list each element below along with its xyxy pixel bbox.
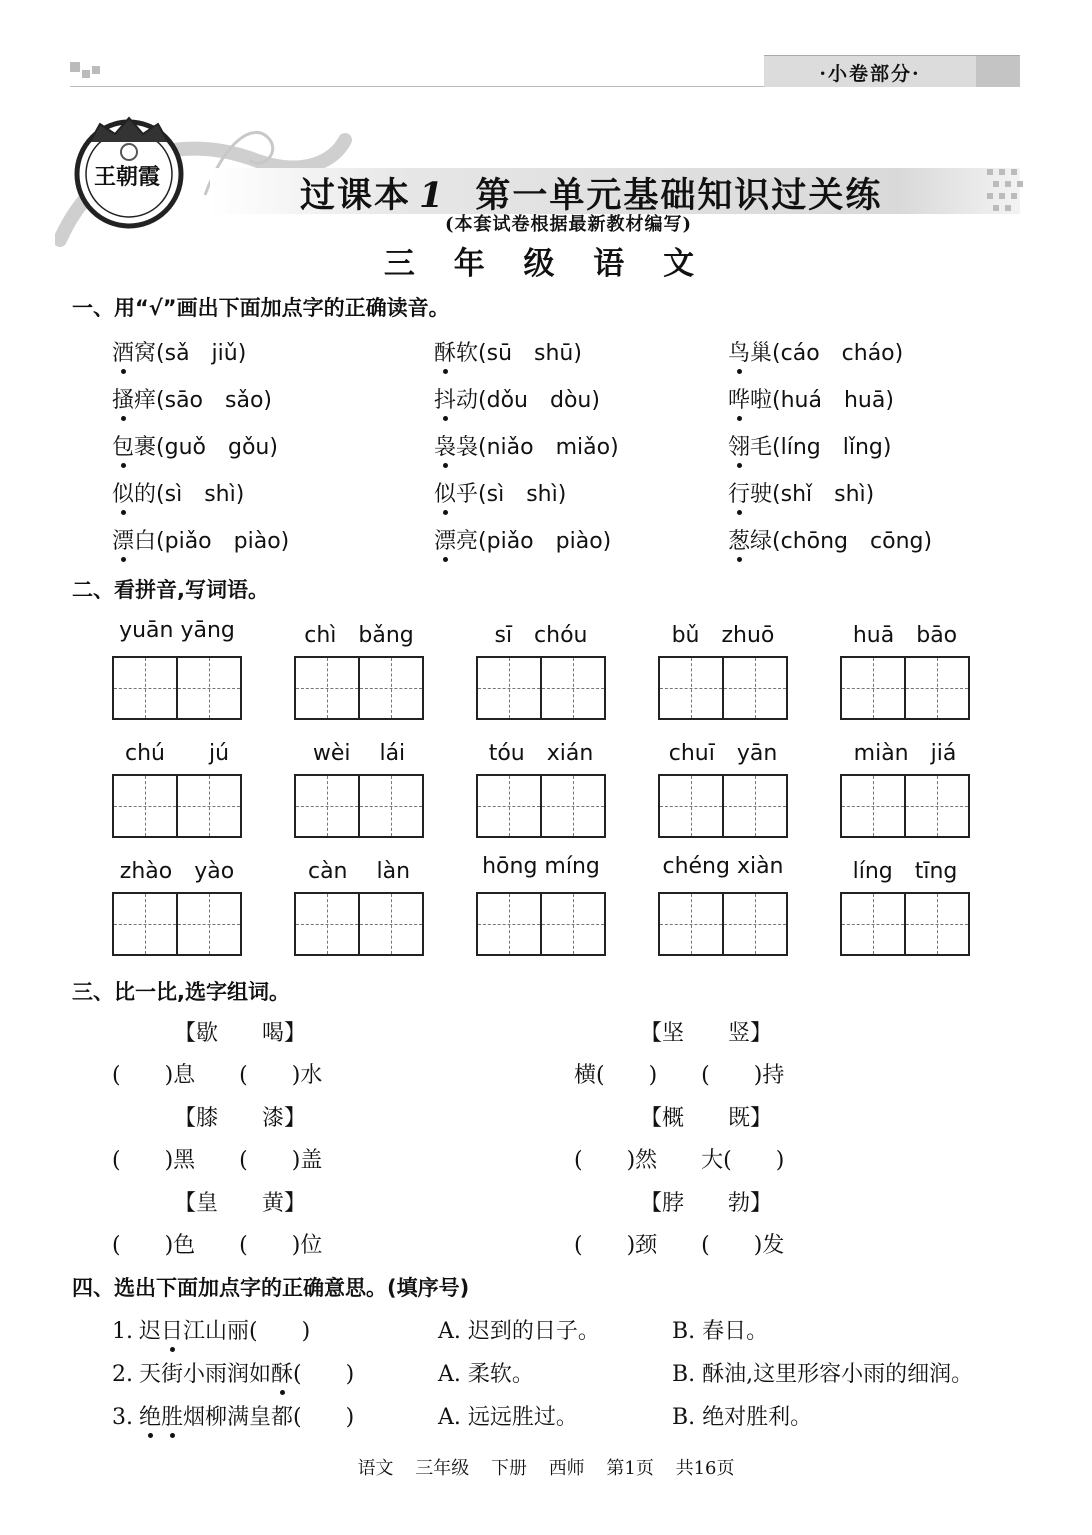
writing-grid[interactable] <box>476 774 606 838</box>
writing-grid[interactable] <box>840 892 970 956</box>
writing-cell[interactable] <box>478 658 540 718</box>
writing-grid[interactable] <box>294 656 424 720</box>
writing-cell[interactable] <box>114 776 176 836</box>
footer-grade: 三年级 <box>415 1458 470 1479</box>
writing-cell[interactable] <box>904 894 968 954</box>
q4-question[interactable] <box>112 1400 354 1431</box>
q1-word: 漂 <box>112 524 134 555</box>
writing-grid[interactable] <box>840 656 970 720</box>
q1-word: 似 <box>434 477 456 508</box>
q4-number: 2. <box>112 1362 133 1387</box>
grade-subject: 三 年 级 语 文 <box>383 246 709 282</box>
q1-item <box>434 524 611 555</box>
q1-word-rest: 亮 <box>456 529 479 554</box>
q1-word: 袅 <box>434 430 456 461</box>
pinyin-label: chuī yān <box>668 741 778 766</box>
q1-word-rest: 软 <box>456 341 479 366</box>
pinyin-label: wèi lái <box>312 741 406 766</box>
writing-cell[interactable] <box>296 776 358 836</box>
q1-options[interactable]: (sāo sǎo) <box>156 388 273 413</box>
fill-blank-line[interactable]: ( )黑 ( )盖 <box>112 1148 323 1173</box>
q1-word-rest: 袅 <box>456 435 479 460</box>
q1-item <box>112 336 246 367</box>
pinyin-label: tóu xián <box>488 741 594 766</box>
q1-word: 漂 <box>434 524 456 555</box>
writing-cell[interactable] <box>176 894 240 954</box>
writing-cell[interactable] <box>722 658 786 718</box>
writing-cell[interactable] <box>660 658 722 718</box>
char-pair: 【皇 黄】 <box>174 1191 307 1216</box>
writing-cell[interactable] <box>114 658 176 718</box>
q1-options[interactable]: (piǎo piào) <box>478 529 612 554</box>
writing-cell[interactable] <box>478 776 540 836</box>
pinyin-label: yuān yāng <box>119 618 235 643</box>
q2-heading: 二、看拼音,写词语。 <box>72 578 269 602</box>
q1-word: 翎 <box>728 430 750 461</box>
dotted-char: 绝 <box>139 1400 161 1431</box>
writing-grid[interactable] <box>658 892 788 956</box>
q1-word-rest: 啦 <box>750 388 773 413</box>
q1-word: 行 <box>728 477 750 508</box>
writing-grid[interactable] <box>840 774 970 838</box>
writing-cell[interactable] <box>842 658 904 718</box>
pinyin-label: sī chóu <box>494 623 588 648</box>
q1-word: 抖 <box>434 383 456 414</box>
writing-cell[interactable] <box>540 776 604 836</box>
fill-blank-line[interactable]: ( )色 ( )位 <box>112 1233 323 1258</box>
pinyin-label: líng tīng <box>852 859 958 884</box>
q1-item <box>434 383 600 414</box>
writing-grid[interactable] <box>112 656 242 720</box>
fill-blank-line[interactable]: ( )颈 ( )发 <box>574 1233 785 1258</box>
q1-word-rest: 驶 <box>750 482 773 507</box>
pinyin-label: chú jú <box>124 741 230 766</box>
writing-grid[interactable] <box>658 656 788 720</box>
q4-question[interactable] <box>112 1357 354 1388</box>
writing-cell[interactable] <box>904 776 968 836</box>
writing-cell[interactable] <box>358 894 422 954</box>
q1-word: 酥 <box>434 336 456 367</box>
brand-logo-text: 王朝霞 <box>94 164 161 190</box>
decor-square <box>70 62 80 72</box>
q1-options[interactable]: (chōng cōng) <box>772 529 933 554</box>
q4-text-post: 江山丽( ) <box>183 1319 311 1344</box>
section-tag-end <box>976 56 1020 87</box>
q1-word: 酒 <box>112 336 134 367</box>
q4-dotted-text <box>139 1405 183 1430</box>
writing-cell[interactable] <box>540 894 604 954</box>
q4-option-b[interactable]: B. 酥油,这里形容小雨的细润。 <box>672 1362 974 1387</box>
q4-heading: 四、选出下面加点字的正确意思。(填序号) <box>72 1276 470 1300</box>
title-main: 过课本 <box>300 175 412 216</box>
q1-item <box>112 383 272 414</box>
char-pair: 【概 既】 <box>640 1106 773 1131</box>
fill-blank-line[interactable]: ( )然 大( ) <box>574 1148 785 1173</box>
q4-option-a[interactable]: A. 柔软。 <box>438 1362 534 1387</box>
q1-word-rest: 裹 <box>134 435 157 460</box>
q4-text-pre: 迟 <box>139 1319 162 1344</box>
writing-cell[interactable] <box>358 776 422 836</box>
q4-text-post: ( ) <box>293 1362 355 1387</box>
brand-logo <box>70 112 188 230</box>
fill-blank-line[interactable]: 横( ) ( )持 <box>574 1063 785 1088</box>
char-pair: 【坚 竖】 <box>640 1021 773 1046</box>
q1-heading: 一、用“√”画出下面加点字的正确读音。 <box>72 296 450 320</box>
writing-grid[interactable] <box>658 774 788 838</box>
q1-options[interactable]: (sì shì) <box>478 482 567 507</box>
q1-item <box>728 477 874 508</box>
q1-word: 葱 <box>728 524 750 555</box>
q1-word-rest: 绿 <box>750 529 773 554</box>
q1-word: 似 <box>112 477 134 508</box>
q1-item <box>728 383 894 414</box>
writing-cell[interactable] <box>176 658 240 718</box>
dotted-char: 酥 <box>271 1357 293 1388</box>
q4-question[interactable] <box>112 1314 310 1345</box>
footer-edition: 西师 <box>548 1458 585 1479</box>
pinyin-label: chéng xiàn <box>662 854 784 879</box>
q1-word-rest: 痒 <box>134 388 157 413</box>
page-footer <box>0 1454 1092 1480</box>
writing-cell[interactable] <box>114 894 176 954</box>
writing-grid[interactable] <box>112 774 242 838</box>
footer-total: 共16页 <box>675 1458 735 1479</box>
writing-grid[interactable] <box>476 656 606 720</box>
q1-item <box>434 430 619 461</box>
q1-options[interactable]: (piǎo piào) <box>156 529 290 554</box>
section-tag <box>764 55 1020 87</box>
q1-options[interactable]: (líng lǐng) <box>772 435 892 460</box>
writing-cell[interactable] <box>722 894 786 954</box>
pinyin-label: huā bāo <box>852 623 958 648</box>
section-tag-label: ·小卷部分· <box>819 63 921 85</box>
pinyin-label: hōng míng <box>482 854 600 879</box>
writing-cell[interactable] <box>722 776 786 836</box>
q1-item <box>728 336 903 367</box>
decor-square <box>92 66 100 74</box>
writing-cell[interactable] <box>660 776 722 836</box>
pinyin-label: bǔ zhuō <box>671 623 775 648</box>
dotted-char: 日 <box>161 1314 183 1345</box>
footer-page: 第1页 <box>606 1458 654 1479</box>
writing-cell[interactable] <box>904 658 968 718</box>
q4-text-post: 烟柳满皇都( ) <box>183 1405 355 1430</box>
q1-options[interactable]: (huá huā) <box>772 388 894 413</box>
char-pair: 【膝 漆】 <box>174 1106 307 1131</box>
title-rest: 第一单元基础知识过关练 <box>475 175 883 216</box>
writing-cell[interactable] <box>842 894 904 954</box>
writing-grid[interactable] <box>294 774 424 838</box>
writing-cell[interactable] <box>660 894 722 954</box>
q1-word: 鸟 <box>728 336 750 367</box>
pinyin-label: zhào yào <box>119 859 235 884</box>
q1-word-rest: 巢 <box>750 341 773 366</box>
q4-option-b[interactable]: B. 春日。 <box>672 1319 769 1344</box>
title-number: 1 <box>419 175 446 216</box>
writing-grid[interactable] <box>476 892 606 956</box>
writing-cell[interactable] <box>540 658 604 718</box>
q1-word: 哗 <box>728 383 750 414</box>
writing-grid[interactable] <box>112 892 242 956</box>
q1-word: 搔 <box>112 383 134 414</box>
q4-dotted-text <box>271 1362 293 1387</box>
char-pair: 【脖 勃】 <box>640 1191 773 1216</box>
q4-number: 3. <box>112 1405 133 1430</box>
dotted-char: 胜 <box>161 1400 183 1431</box>
q1-item <box>728 430 891 461</box>
q1-word: 包 <box>112 430 134 461</box>
pinyin-label: miàn jiá <box>853 741 957 766</box>
writing-cell[interactable] <box>296 658 358 718</box>
q1-options[interactable]: (guǒ gǒu) <box>156 435 278 460</box>
q3-heading: 三、比一比,选字组词。 <box>72 980 290 1004</box>
q1-options[interactable]: (shǐ shì) <box>772 482 875 507</box>
banner-dots <box>985 165 1025 215</box>
pinyin-label: càn làn <box>307 859 411 884</box>
q1-options[interactable]: (sì shì) <box>156 482 245 507</box>
decor-square <box>82 70 90 78</box>
q4-number: 1. <box>112 1319 133 1344</box>
q1-options[interactable]: (sū shū) <box>478 341 582 366</box>
q1-item <box>112 430 278 461</box>
writing-cell[interactable] <box>296 894 358 954</box>
q4-option-b[interactable]: B. 绝对胜利。 <box>672 1405 813 1430</box>
q1-item <box>112 477 244 508</box>
q1-word-rest: 窝 <box>134 341 157 366</box>
q1-word-rest: 乎 <box>456 482 479 507</box>
char-pair: 【歇 喝】 <box>174 1021 307 1046</box>
q1-options[interactable]: (niǎo miǎo) <box>478 435 619 460</box>
q4-text-pre: 天街小雨润如 <box>139 1362 272 1387</box>
writing-grid[interactable] <box>294 892 424 956</box>
q1-word-rest: 毛 <box>750 435 773 460</box>
q1-word-rest: 白 <box>134 529 157 554</box>
subtitle: (本套试卷根据最新教材编写) <box>445 214 693 235</box>
q1-options[interactable]: (cáo cháo) <box>772 341 904 366</box>
q1-item <box>434 336 582 367</box>
footer-volume: 下册 <box>490 1458 527 1479</box>
q4-dotted-text <box>161 1319 183 1344</box>
q4-option-a[interactable]: A. 迟到的日子。 <box>438 1319 600 1344</box>
pinyin-label: chì bǎng <box>304 623 414 648</box>
writing-cell[interactable] <box>176 776 240 836</box>
q1-item <box>434 477 566 508</box>
q4-option-a[interactable]: A. 远远胜过。 <box>438 1405 578 1430</box>
writing-cell[interactable] <box>358 658 422 718</box>
q1-options[interactable]: (dǒu dòu) <box>478 388 600 413</box>
q1-item <box>728 524 932 555</box>
footer-subject: 语文 <box>357 1458 394 1479</box>
fill-blank-line[interactable]: ( )息 ( )水 <box>112 1063 323 1088</box>
q1-word-rest: 的 <box>134 482 157 507</box>
writing-cell[interactable] <box>478 894 540 954</box>
q1-word-rest: 动 <box>456 388 479 413</box>
q1-options[interactable]: (sǎ jiǔ) <box>156 341 247 366</box>
q1-item <box>112 524 289 555</box>
writing-cell[interactable] <box>842 776 904 836</box>
